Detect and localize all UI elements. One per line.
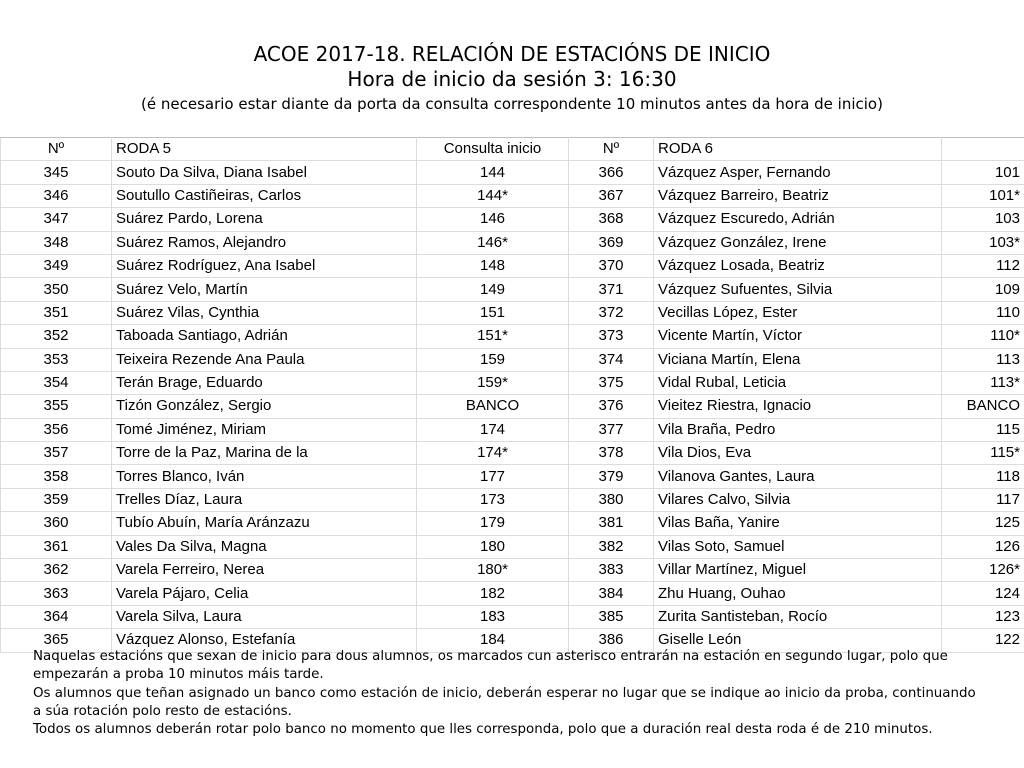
row-num-left: 348 [1, 231, 112, 254]
student-name-roda-6: Vecillas López, Ester [654, 301, 942, 324]
footer-line: empezarán a proba 10 minutos máis tarde. [33, 667, 324, 683]
student-name-roda-5: Vázquez Alonso, Estefanía [112, 629, 417, 652]
table-row [1, 208, 1024, 231]
row-num-right: 368 [569, 208, 654, 231]
row-num-left: 360 [1, 512, 112, 535]
row-num-right: 380 [569, 488, 654, 511]
start-room-roda-6: 117 [942, 488, 1024, 511]
table-row [1, 184, 1024, 207]
start-room-roda-6: 110* [942, 325, 1024, 348]
start-room-roda-5: 182 [417, 582, 569, 605]
start-room-roda-5: 184 [417, 629, 569, 652]
row-num-right: 379 [569, 465, 654, 488]
student-name-roda-6: Vila Dios, Eva [654, 442, 942, 465]
row-num-right: 378 [569, 442, 654, 465]
row-num-right: 367 [569, 184, 654, 207]
start-room-roda-6: 125 [942, 512, 1024, 535]
row-num-right: 384 [569, 582, 654, 605]
start-room-roda-6: 118 [942, 465, 1024, 488]
row-num-right: 376 [569, 395, 654, 418]
table-row [1, 325, 1024, 348]
start-room-roda-5: 144* [417, 184, 569, 207]
table-row [1, 278, 1024, 301]
row-num-right: 375 [569, 371, 654, 394]
footer-line: Os alumnos que teñan asignado un banco como estación de inicio, deberán esperar no lugar que se indique ao inicio da proba, continuando [33, 685, 976, 701]
student-name-roda-6: Vieitez Riestra, Ignacio [654, 395, 942, 418]
student-name-roda-5: Torre de la Paz, Marina de la [112, 442, 417, 465]
row-num-right: 373 [569, 325, 654, 348]
row-num-left: 355 [1, 395, 112, 418]
row-num-left: 365 [1, 629, 112, 652]
row-num-left: 350 [1, 278, 112, 301]
student-name-roda-6: Zurita Santisteban, Rocío [654, 605, 942, 628]
student-name-roda-5: Tizón González, Sergio [112, 395, 417, 418]
start-room-roda-6: 101* [942, 184, 1024, 207]
start-room-roda-5: 180* [417, 559, 569, 582]
row-num-left: 353 [1, 348, 112, 371]
student-name-roda-5: Varela Silva, Laura [112, 605, 417, 628]
row-num-left: 364 [1, 605, 112, 628]
row-num-right: 369 [569, 231, 654, 254]
table-row [1, 488, 1024, 511]
header-roda-6: RODA 6 [654, 138, 942, 161]
start-room-roda-6: 113 [942, 348, 1024, 371]
start-room-roda-5: 159* [417, 371, 569, 394]
student-name-roda-6: Vilas Soto, Samuel [654, 535, 942, 558]
header-roda-5: RODA 5 [112, 138, 417, 161]
table-row [1, 231, 1024, 254]
start-room-roda-5: 151* [417, 325, 569, 348]
row-num-right: 382 [569, 535, 654, 558]
row-num-left: 362 [1, 559, 112, 582]
start-room-roda-6: 122 [942, 629, 1024, 652]
table-row [1, 301, 1024, 324]
row-num-right: 372 [569, 301, 654, 324]
start-stations-table [0, 137, 1024, 653]
table-header-row [1, 138, 1024, 161]
start-room-roda-5: 174 [417, 418, 569, 441]
start-room-roda-6: 113* [942, 371, 1024, 394]
start-room-roda-5: 146* [417, 231, 569, 254]
table-row [1, 512, 1024, 535]
start-room-roda-6: 123 [942, 605, 1024, 628]
student-name-roda-6: Vázquez Sufuentes, Silvia [654, 278, 942, 301]
student-name-roda-6: Vilares Calvo, Silvia [654, 488, 942, 511]
table-row [1, 161, 1024, 184]
session-subtitle: Hora de inicio da sesión 3: 16:30 [347, 67, 677, 91]
table-row [1, 535, 1024, 558]
header-room-right [942, 138, 1024, 161]
table-row [1, 395, 1024, 418]
row-num-left: 358 [1, 465, 112, 488]
start-room-roda-6: 126 [942, 535, 1024, 558]
start-room-roda-6: 109 [942, 278, 1024, 301]
student-name-roda-6: Villar Martínez, Miguel [654, 559, 942, 582]
page-title: ACOE 2017-18. RELACIÓN DE ESTACIÓNS DE INICIO [253, 42, 771, 66]
start-room-roda-6: 101 [942, 161, 1024, 184]
student-name-roda-5: Torres Blanco, Iván [112, 465, 417, 488]
start-room-roda-6: 112 [942, 254, 1024, 277]
row-num-left: 345 [1, 161, 112, 184]
table-row [1, 418, 1024, 441]
footer-line: Naquelas estacións que sexan de inicio para dous alumnos, os marcados cun asterisco entrarán na estación en segundo lugar, polo que [33, 649, 948, 664]
header-consulta-inicio: Consulta inicio [417, 138, 569, 161]
start-room-roda-5: 180 [417, 535, 569, 558]
start-room-roda-5: 146 [417, 208, 569, 231]
row-num-left: 354 [1, 371, 112, 394]
student-name-roda-5: Souto Da Silva, Diana Isabel [112, 161, 417, 184]
student-name-roda-6: Vázquez Asper, Fernando [654, 161, 942, 184]
start-room-roda-5: 151 [417, 301, 569, 324]
start-room-roda-6: 103* [942, 231, 1024, 254]
student-name-roda-6: Vila Braña, Pedro [654, 418, 942, 441]
row-num-left: 356 [1, 418, 112, 441]
start-room-roda-5: 174* [417, 442, 569, 465]
student-name-roda-5: Trelles Díaz, Laura [112, 488, 417, 511]
table-body [1, 138, 1024, 653]
row-num-right: 377 [569, 418, 654, 441]
student-name-roda-5: Vales Da Silva, Magna [112, 535, 417, 558]
student-name-roda-5: Terán Brage, Eduardo [112, 371, 417, 394]
header-num-right: Nº [569, 138, 654, 161]
student-name-roda-5: Teixeira Rezende Ana Paula [112, 348, 417, 371]
row-num-right: 381 [569, 512, 654, 535]
row-num-left: 359 [1, 488, 112, 511]
student-name-roda-6: Giselle León [654, 629, 942, 652]
start-room-roda-6: 115* [942, 442, 1024, 465]
row-num-right: 366 [569, 161, 654, 184]
student-name-roda-5: Taboada Santiago, Adrián [112, 325, 417, 348]
start-room-roda-6: BANCO [942, 395, 1024, 418]
student-name-roda-5: Tubío Abuín, María Aránzazu [112, 512, 417, 535]
start-room-roda-5: 148 [417, 254, 569, 277]
row-num-right: 385 [569, 605, 654, 628]
row-num-left: 351 [1, 301, 112, 324]
table-row [1, 582, 1024, 605]
row-num-left: 347 [1, 208, 112, 231]
student-name-roda-6: Vicente Martín, Víctor [654, 325, 942, 348]
start-room-roda-6: 126* [942, 559, 1024, 582]
table-row [1, 442, 1024, 465]
table-row [1, 605, 1024, 628]
row-num-right: 371 [569, 278, 654, 301]
student-name-roda-6: Vázquez Escuredo, Adrián [654, 208, 942, 231]
footer-notes [33, 648, 993, 739]
start-room-roda-6: 115 [942, 418, 1024, 441]
student-name-roda-6: Viciana Martín, Elena [654, 348, 942, 371]
start-room-roda-5: 177 [417, 465, 569, 488]
student-name-roda-5: Suárez Velo, Martín [112, 278, 417, 301]
student-name-roda-6: Zhu Huang, Ouhao [654, 582, 942, 605]
table-row [1, 559, 1024, 582]
footer-line: Todos os alumnos deberán rotar polo banco no momento que lles corresponda, polo que a duración real desta roda é de 210 minutos. [33, 722, 933, 738]
table-row [1, 348, 1024, 371]
student-name-roda-5: Tomé Jiménez, Miriam [112, 418, 417, 441]
start-room-roda-5: 173 [417, 488, 569, 511]
footer-line: a súa rotación polo resto de estacións. [33, 703, 292, 719]
row-num-right: 374 [569, 348, 654, 371]
row-num-left: 352 [1, 325, 112, 348]
row-num-left: 357 [1, 442, 112, 465]
page-header [0, 42, 1024, 114]
start-room-roda-5: 144 [417, 161, 569, 184]
student-name-roda-5: Varela Ferreiro, Nerea [112, 559, 417, 582]
student-name-roda-5: Varela Pájaro, Celia [112, 582, 417, 605]
row-num-right: 370 [569, 254, 654, 277]
row-num-left: 363 [1, 582, 112, 605]
row-num-left: 349 [1, 254, 112, 277]
start-room-roda-5: 159 [417, 348, 569, 371]
student-name-roda-5: Soutullo Castiñeiras, Carlos [112, 184, 417, 207]
start-room-roda-6: 110 [942, 301, 1024, 324]
start-room-roda-6: 103 [942, 208, 1024, 231]
student-name-roda-5: Suárez Vilas, Cynthia [112, 301, 417, 324]
student-name-roda-5: Suárez Pardo, Lorena [112, 208, 417, 231]
student-name-roda-6: Vidal Rubal, Leticia [654, 371, 942, 394]
table-row [1, 371, 1024, 394]
start-room-roda-5: 183 [417, 605, 569, 628]
row-num-left: 346 [1, 184, 112, 207]
header-num-left: Nº [1, 138, 112, 161]
student-name-roda-6: Vázquez Losada, Beatriz [654, 254, 942, 277]
table-row [1, 465, 1024, 488]
table-row [1, 254, 1024, 277]
start-room-roda-5: BANCO [417, 395, 569, 418]
student-name-roda-5: Suárez Ramos, Alejandro [112, 231, 417, 254]
start-room-roda-6: 124 [942, 582, 1024, 605]
start-room-roda-5: 149 [417, 278, 569, 301]
row-num-left: 361 [1, 535, 112, 558]
student-name-roda-5: Suárez Rodríguez, Ana Isabel [112, 254, 417, 277]
row-num-right: 386 [569, 629, 654, 652]
student-name-roda-6: Vilas Baña, Yanire [654, 512, 942, 535]
student-name-roda-6: Vilanova Gantes, Laura [654, 465, 942, 488]
start-room-roda-5: 179 [417, 512, 569, 535]
arrival-note: (é necesario estar diante da porta da consulta correspondente 10 minutos antes da hora de inicio) [141, 95, 883, 113]
student-name-roda-6: Vázquez González, Irene [654, 231, 942, 254]
student-name-roda-6: Vázquez Barreiro, Beatriz [654, 184, 942, 207]
row-num-right: 383 [569, 559, 654, 582]
